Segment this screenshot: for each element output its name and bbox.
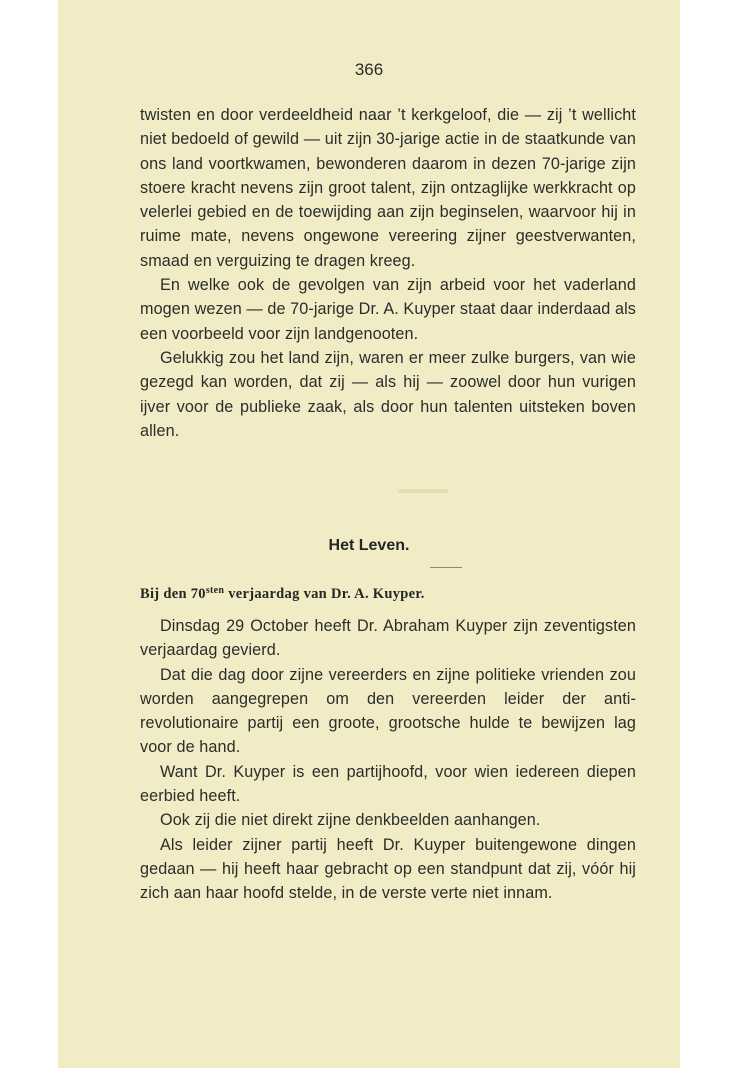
article-heading-superscript: sten <box>205 585 225 596</box>
paragraph: Want Dr. Kuyper is een partijhoofd, voor wien iedereen diepen eerbied heeft. <box>140 762 636 806</box>
article-heading <box>140 585 425 603</box>
page-number: 366 <box>354 60 384 79</box>
print-smudge <box>398 489 448 493</box>
paragraph: Als leider zijner partij heeft Dr. Kuyper buitengewone dingen gedaan — hij heeft haar gebracht op een standpunt dat zij, vóór hij zich aan haar hoofd stelde, in de verste verte niet innam. <box>140 835 636 903</box>
title-divider <box>430 567 462 568</box>
article-heading-suffix: verjaardag van Dr. A. Kuyper. <box>224 586 425 602</box>
paragraph: En welke ook de gevolgen van zijn arbeid voor het vaderland mogen wezen — de 70-jarige Dr. A. Kuyper staat daar inderdaad als een voorbeeld voor zijn landgenooten. <box>140 276 637 343</box>
paragraph: twisten en door verdeeldheid naar ’t kerkgeloof, die — zij ’t wellicht niet bedoeld of gewild — uit zijn 30-jarige actie in de staatkunde van ons land voortkwamen, bewonderen daarom in dezen 70-jarige zijn stoere kracht nevens zijn groot talent, zijn ontzaglijke werkkracht op velerlei gebied en de toewijding aan zijn beginselen, waarvoor hij in ruime mate, nevens ongewone vereering zijner geestverwanten, smaad en verguizing te dragen kreeg. <box>140 106 636 270</box>
paragraph: Gelukkig zou het land zijn, waren er meer zulke burgers, van wie gezegd kan worden, dat zij — als hij — zoowel door hun vurigen ijver voor de publieke zaak, als door hun talenten uitsteken boven allen. <box>140 348 636 440</box>
text-block-top <box>140 103 636 443</box>
paragraph: Dat die dag door zijne vereerders en zijne politieke vrienden zou worden aangegrepen om den vereerden leider der anti-revolutionaire partij een groote, grootsche hulde te bewijzen lag voor de hand. <box>140 665 636 757</box>
paragraph: Dinsdag 29 October heeft Dr. Abraham Kuyper zijn zeventigsten verjaardag gevierd. <box>140 617 636 660</box>
book-page <box>58 0 680 1068</box>
section-title: Het Leven. <box>328 537 410 554</box>
text-block-bottom <box>140 614 636 906</box>
paragraph: Ook zij die niet direkt zijne denkbeelden aanhangen. <box>160 811 541 830</box>
article-heading-prefix: Bij den 70 <box>140 586 206 602</box>
